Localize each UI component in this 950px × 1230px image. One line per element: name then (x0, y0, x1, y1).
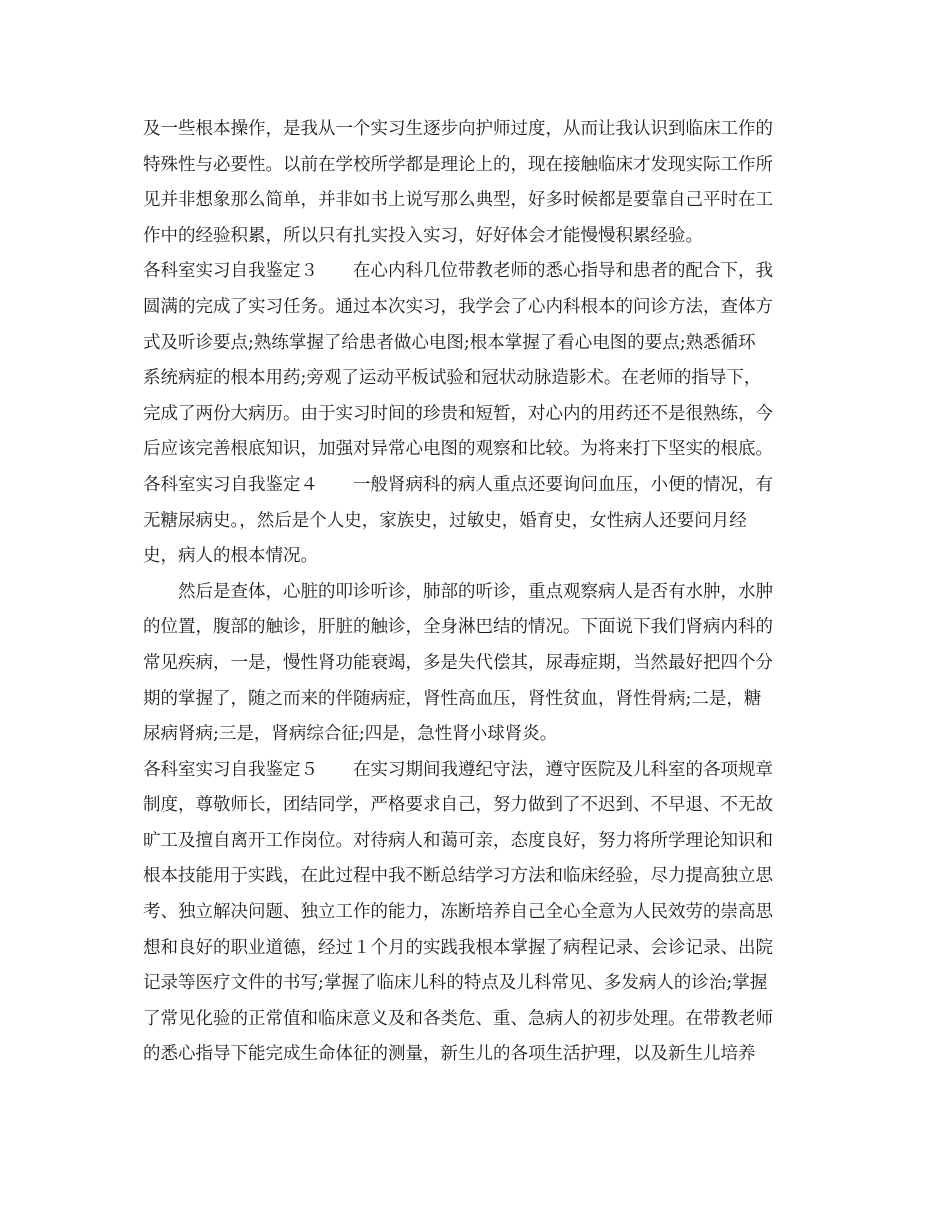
text-line: 见并非想象那么简单，并非如书上说写那么典型，好多时候都是要靠自己平时在工 (143, 190, 773, 211)
text-line: 尿病肾病;三是，肾病综合征;四是，急性肾小球肾炎。 (143, 724, 558, 745)
text-line: 史，病人的根本情况。 (143, 546, 318, 567)
section-heading-line: 各科室实习自我鉴定３ 在心内科几位带教老师的悉心指导和患者的配合下，我 (143, 261, 773, 282)
text-line: 常见疾病，一是，慢性肾功能衰竭，多是失代偿其，尿毒症期，当然最好把四个分 (143, 652, 773, 673)
section-heading-line: 各科室实习自我鉴定４ 一般肾病科的病人重点还要询问血压，小便的情况，有 (143, 474, 773, 495)
section-heading-line: 各科室实习自我鉴定５ 在实习期间我遵纪守法，遵守医院及儿科室的各项规章 (143, 759, 773, 780)
text-line: 记录等医疗文件的书写;掌握了临床儿科的特点及儿科常见、多发病人的诊治;掌握 (143, 973, 768, 994)
text-line: 根本技能用于实践，在此过程中我不断总结学习方法和临床经验，尽力提高独立思 (143, 866, 773, 887)
text-line: 作中的经验积累，所以只有扎实投入实习，好好体会才能慢慢积累经验。 (143, 225, 703, 246)
text-line: 系统病症的根本用药;旁观了运动平板试验和冠状动脉造影术。在老师的指导下， (143, 368, 762, 389)
paragraph-first-line: 然后是查体，心脏的叩诊听诊，肺部的听诊，重点观察病人是否有水肿，水肿 (178, 581, 773, 602)
text-line: 无糖尿病史。，然后是个人史，家族史，过敏史，婚育史，女性病人还要问月经 (143, 510, 747, 531)
text-line: 特殊性与必要性。以前在学校所学都是理论上的，现在接触临床才发现实际工作所 (143, 154, 773, 175)
text-line: 后应该完善根底知识，加强对异常心电图的观察和比较。为将来打下坚实的根底。 (143, 439, 773, 460)
text-line: 及一些根本操作，是我从一个实习生逐步向护师过度，从而让我认识到临床工作的 (143, 119, 773, 139)
text-line: 想和良好的职业道德，经过１个月的实践我根本掌握了病程记录、会诊记录、出院 (143, 937, 773, 958)
text-line: 期的掌握了，随之而来的伴随病症，肾性高血压，肾性贫血，肾性骨病;二是，糖 (143, 688, 762, 709)
text-line: 式及听诊要点;熟练掌握了给患者做心电图;根本掌握了看心电图的要点;熟悉循环 (143, 332, 756, 353)
text-line: 制度，尊敬师长，团结同学，严格要求自己，努力做到了不迟到、不早退、不无故 (143, 795, 773, 816)
text-line: 圆满的完成了实习任务。通过本次实习，我学会了心内科根本的问诊方法，查体方 (143, 296, 773, 317)
text-line: 完成了两份大病历。由于实习时间的珍贵和短暂，对心内的用药还不是很熟练，今 (143, 403, 773, 424)
text-line: 考、独立解决问题、独立工作的能力，冻断培养自己全心全意为人民效劳的崇高思 (143, 902, 773, 923)
document-body (143, 112, 813, 1073)
text-line: 的悉心指导下能完成生命体征的测量，新生儿的各项生活护理，以及新生儿培养 (143, 1044, 756, 1065)
text-line: 了常见化验的正常值和临床意义及和各类危、重、急病人的初步处理。在带教老师 (143, 1008, 773, 1029)
text-line: 的位置，腹部的触诊，肝脏的触诊，全身淋巴结的情况。下面说下我们肾病内科的 (143, 617, 773, 638)
text-line: 旷工及擅自离开工作岗位。对待病人和蔼可亲，态度良好，努力将所学理论知识和 (143, 830, 773, 851)
